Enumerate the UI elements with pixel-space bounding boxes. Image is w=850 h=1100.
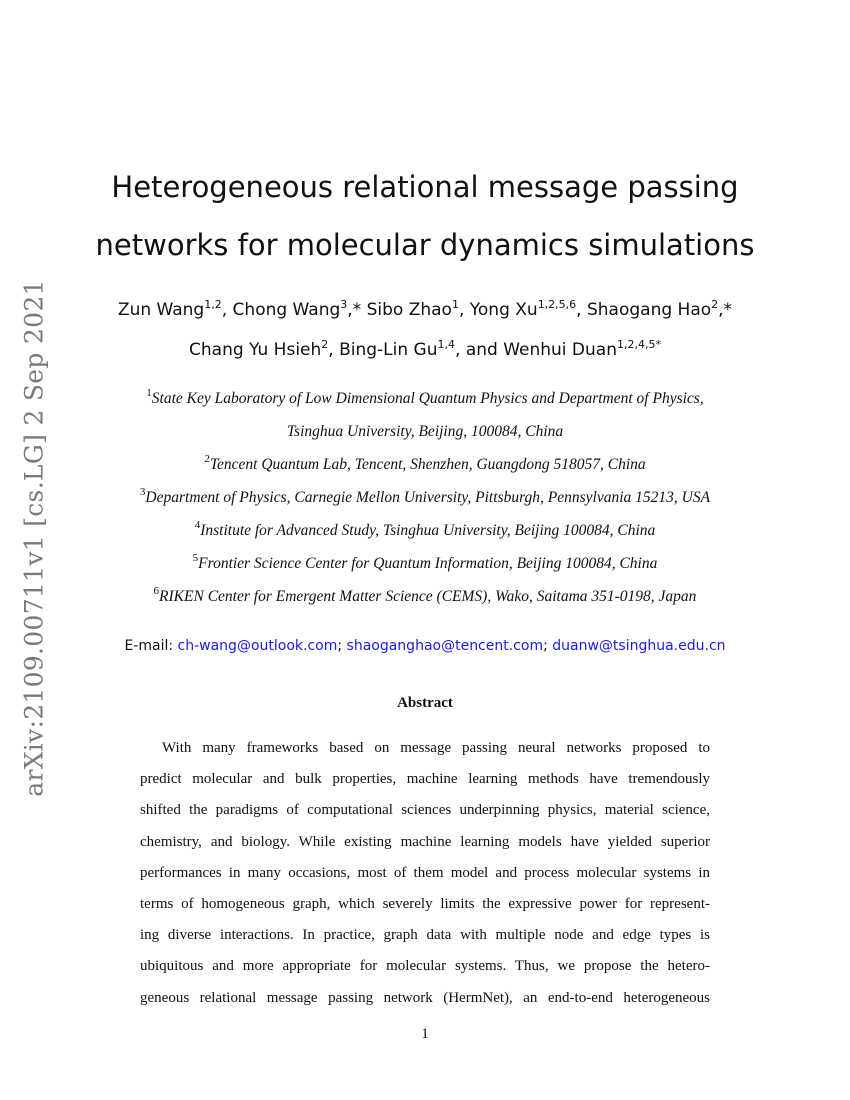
author-affil: 3	[340, 298, 348, 311]
email-link[interactable]: shaoganghao@tencent.com	[346, 638, 544, 654]
affiliation-line	[60, 580, 790, 613]
affiliation-line	[60, 514, 790, 547]
author-line-2	[60, 330, 790, 370]
arxiv-stamp-text: arXiv:2109.00711v1 [cs.LG] 2 Sep 2021	[19, 278, 49, 797]
affiliation-number: 5	[192, 552, 199, 564]
affiliation-list	[60, 382, 790, 613]
abstract-line: With many frameworks based on message passing neural networks proposed to	[162, 740, 710, 756]
abstract-line: terms of homogeneous graph, which severely limits the expressive power for represent-	[140, 896, 710, 913]
author-affil: 1	[451, 298, 459, 311]
title-line: networks for molecular dynamics simulations	[95, 228, 755, 262]
affiliation-number: 2	[204, 453, 210, 465]
author-affil: 1,2	[204, 298, 222, 311]
email-label: E-mail:	[124, 638, 174, 654]
email-separator: ;	[337, 638, 343, 654]
author-sep: ,*	[347, 300, 362, 320]
abstract-line: chemistry, and biology. While existing machine learning models have yielded superior	[140, 833, 710, 850]
author-name: and Wenhui Duan	[465, 340, 617, 360]
affiliation-number: 6	[153, 585, 160, 597]
author-sep: ,*	[718, 300, 733, 320]
paper-title	[60, 158, 790, 274]
author-affil: 1,2,5,6	[537, 298, 577, 311]
author-name: Shaogang Hao	[586, 300, 712, 320]
author-sep: ,	[328, 340, 334, 360]
author-name: Chang Yu Hsieh	[189, 340, 322, 360]
author-affil: 1,2,4,5*	[616, 338, 661, 351]
author-affil: 2	[711, 298, 719, 311]
page-number: 1	[421, 1026, 429, 1042]
abstract-line: geneous relational message passing network (HermNet), an end-to-end heterogeneous	[140, 989, 710, 1006]
author-line-1	[60, 290, 790, 330]
author-sep: ,	[576, 300, 582, 320]
arxiv-stamp	[4, 278, 64, 797]
author-name: Bing-Lin Gu	[339, 340, 438, 360]
abstract-heading: Abstract	[397, 695, 453, 711]
title-line: Heterogeneous relational message passing	[111, 170, 739, 204]
email-line	[60, 634, 790, 658]
author-name: Zun Wang	[117, 300, 205, 320]
affiliation-line	[60, 547, 790, 580]
author-sep: ,	[221, 300, 228, 320]
email-link[interactable]: ch-wang@outlook.com	[177, 638, 338, 654]
author-name: Sibo Zhao	[366, 300, 452, 320]
affiliation-text: State Key Laboratory of Low Dimensional Quantum Physics and Department of Physics,	[151, 390, 704, 407]
affiliation-text: Tsinghua University, Beijing, 100084, China	[286, 423, 564, 440]
affiliation-text: Tencent Quantum Lab, Tencent, Shenzhen, Guangdong 518057, China	[209, 456, 646, 473]
abstract-line: ing diverse interactions. In practice, graph data with multiple node and edge types is	[140, 927, 710, 944]
affiliation-text: Department of Physics, Carnegie Mellon University, Pittsburgh, Pennsylvania 15213, USA	[145, 489, 711, 506]
author-sep: ,	[455, 340, 461, 360]
author-affil: 1,4	[437, 338, 455, 351]
abstract-line: performances in many occasions, most of them model and process molecular systems in	[140, 864, 710, 881]
affiliation-text: Institute for Advanced Study, Tsinghua University, Beijing 100084, China	[200, 522, 656, 539]
author-sep: ,	[458, 300, 465, 320]
abstract-line: shifted the paradigms of computational sciences underpinning physics, material science,	[140, 802, 710, 819]
author-name: Yong Xu	[469, 300, 538, 320]
author-name: Chong Wang	[232, 300, 341, 320]
affiliation-line	[60, 448, 790, 481]
email-separator: ;	[543, 638, 548, 654]
abstract-body	[140, 733, 710, 1014]
affiliation-number: 1	[146, 387, 152, 399]
affiliation-line	[60, 481, 790, 514]
email-link[interactable]: duanw@tsinghua.edu.cn	[552, 638, 726, 654]
affiliation-text: RIKEN Center for Emergent Matter Science (CEMS), Wako, Saitama 351-0198, Japan	[159, 588, 697, 605]
affiliation-text: Frontier Science Center for Quantum Information, Beijing 100084, China	[198, 555, 658, 572]
affiliation-number: 3	[139, 486, 146, 498]
author-affil: 2	[321, 338, 329, 351]
author-list	[60, 290, 790, 370]
abstract-line: predict molecular and bulk properties, machine learning methods have tremendously	[140, 771, 710, 788]
affiliation-line	[60, 415, 790, 448]
abstract-line: ubiquitous and more appropriate for molecular systems. Thus, we propose the hetero-	[140, 958, 710, 975]
affiliation-line	[60, 382, 790, 415]
affiliation-number: 4	[194, 519, 201, 531]
